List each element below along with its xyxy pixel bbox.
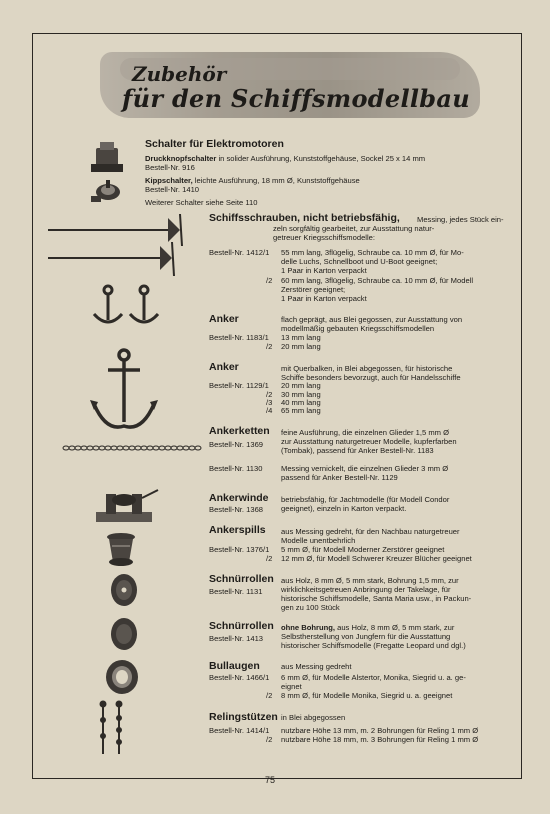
ketten-d3: (Tombak), passend für Anker Bestell-Nr. 1183 xyxy=(281,446,434,455)
reling-v2: nutzbare Höhe 18 mm, m. 3 Bohrungen für Reling 1 mm Ø xyxy=(281,735,479,744)
ketten-d2: zur Ausstattung naturgetreuer Modelle, kupferfarben xyxy=(281,437,457,446)
druckknopf-nr: Bestell-Nr. 916 xyxy=(145,163,195,172)
ketten-title: Ankerketten xyxy=(209,425,270,437)
anker2-v1: 20 mm lang xyxy=(281,381,321,390)
anker1-nr1: Bestell-Nr. 1183/1 xyxy=(209,333,269,342)
anker1-d2: modellmäßig gebauten Kriegsschiffsmodellen xyxy=(281,324,435,333)
ketten-nr2: Bestell-Nr. 1130 xyxy=(209,464,263,473)
druckknopf-bold: Druckknopfschalter xyxy=(145,154,217,163)
rollen2-d2: Selbstherstellung von Jungfern für die Ausstattung xyxy=(281,632,451,641)
page-number: 75 xyxy=(265,775,276,785)
schrauben-line3: getreuer Kriegsschiffsmodelle: xyxy=(273,233,376,242)
flat-anchor-illustration xyxy=(88,284,168,334)
winde-d1: betriebsfähig, für Jachtmodelle (für Modell Condor xyxy=(281,495,450,504)
winde-nr: Bestell-Nr. 1368 xyxy=(209,505,264,514)
winde-d2: geeignet), einzeln in Karton verpackt. xyxy=(281,504,407,513)
ketten-nr1: Bestell-Nr. 1369 xyxy=(209,440,264,449)
spills-v1: 5 mm Ø, für Modell Moderner Zerstörer geeignet xyxy=(281,545,445,554)
porthole-illustration xyxy=(104,658,140,696)
schrauben-d1a: 55 mm lang, 3flügelig, Schraube ca. 10 mm Ø, für Mo- xyxy=(281,248,464,257)
rollen2-d1-bold: ohne Bohrung, xyxy=(281,623,335,632)
anker2-nr2: /2 xyxy=(266,390,273,399)
bullaugen-v2: 8 mm Ø, für Modelle Monika, Siegrid u. a. geeignet xyxy=(281,691,453,700)
rollen1-d3: historische Schiffsmodelle, Santa Maria usw., in Packun- xyxy=(281,594,472,603)
rollen2-nr: Bestell-Nr. 1413 xyxy=(209,634,264,643)
anker2-v4: 65 mm lang xyxy=(281,406,321,415)
ketten-d1: feine Ausführung, die einzelnen Glieder 1,5 mm Ø xyxy=(281,428,450,437)
kipp-bold: Kippschalter, xyxy=(145,176,193,185)
reling-v1: nutzbare Höhe 13 mm, m. 2 Bohrungen für Reling 1 mm Ø xyxy=(281,726,479,735)
schrauben-d2c: 1 Paar in Karton verpackt xyxy=(281,294,367,303)
winde-title: Ankerwinde xyxy=(209,492,269,504)
anker1-nr2: /2 xyxy=(266,342,273,351)
druckknopf-desc: in solider Ausführung, Kunststoffgehäuse, Sockel 25 x 14 mm xyxy=(216,154,426,163)
reling-title: Relingstützen xyxy=(209,711,278,723)
schrauben-line2: zeln sorgfältig gearbeitet, zur Ausstattung natur- xyxy=(273,224,435,233)
pulley-solid-illustration xyxy=(108,616,140,652)
reling-nr1: Bestell-Nr. 1414/1 xyxy=(209,726,270,735)
weitere-schalter: Weiterer Schalter siehe Seite 110 xyxy=(145,198,258,207)
bullaugen-v1a: 6 mm Ø, für Modelle Alstertor, Monika, Siegrid u. a. ge- xyxy=(281,673,466,682)
banner-line1: Zubehör xyxy=(132,62,227,86)
spills-nr2: /2 xyxy=(266,554,273,563)
rollen1-d2: wirklichkeitsgetreuen Anbringung der Takelage, für xyxy=(281,585,451,594)
anker1-d1: flach geprägt, aus Blei gegossen, zur Ausstattung von xyxy=(281,315,463,324)
kipp-desc: leichte Ausführung, 18 mm Ø, Kunststoffgehäuse xyxy=(192,176,360,185)
schrauben-nr2: /2 xyxy=(266,276,273,285)
spills-nr1: Bestell-Nr. 1376/1 xyxy=(209,545,270,554)
switch-illustration xyxy=(88,140,128,220)
bullaugen-nr1: Bestell-Nr. 1466/1 xyxy=(209,673,270,682)
pulley-illustration xyxy=(108,572,140,608)
schrauben-line1: Messing, jedes Stück ein- xyxy=(417,215,504,224)
schrauben-title: Schiffsschrauben, nicht betriebsfähig, xyxy=(209,212,400,224)
schalter-title: Schalter für Elektromotoren xyxy=(145,138,284,150)
anker2-nr3: /3 xyxy=(266,398,273,407)
kipp-nr: Bestell-Nr. 1410 xyxy=(145,185,200,194)
schrauben-nr1: Bestell-Nr. 1412/1 xyxy=(209,248,270,257)
anker2-nr1: Bestell-Nr. 1129/1 xyxy=(209,381,269,390)
reling-nr2: /2 xyxy=(266,735,273,744)
ketten-e1: Messing vernickelt, die einzelnen Glieder 3 mm Ø xyxy=(281,464,449,473)
schrauben-d1b: delle Luchs, Schnellboot und U-Boot geeignet; xyxy=(281,257,438,266)
spills-v2: 12 mm Ø, für Modell Schwerer Kreuzer Blücher geeignet xyxy=(281,554,472,563)
schrauben-d2a: 60 mm lang, 3flügelig, Schraube ca. 10 mm Ø, für Modell xyxy=(281,276,474,285)
druckknopf-line xyxy=(145,154,425,163)
rollen2-d1-line xyxy=(281,623,454,632)
rollen2-d1: aus Holz, 8 mm Ø, 5 mm stark, zur xyxy=(335,623,455,632)
reling-d0: in Blei abgegossen xyxy=(281,713,346,722)
anker2-d2: Schiffe besonders bevorzugt, auch für Handelsschiffe xyxy=(281,373,461,382)
anker1-title: Anker xyxy=(209,313,239,325)
anchor-illustration xyxy=(84,348,164,434)
propeller-illustration xyxy=(48,210,198,280)
ketten-e2: passend für Anker Bestell-Nr. 1129 xyxy=(281,473,398,482)
stanchion-illustration xyxy=(96,700,126,760)
banner xyxy=(100,52,480,118)
rollen1-d4: gen zu 100 Stück xyxy=(281,603,340,612)
windlass-illustration xyxy=(92,482,162,530)
bullaugen-d0: aus Messing gedreht xyxy=(281,662,352,671)
bullaugen-v1b: eignet xyxy=(281,682,302,691)
anker2-v2: 30 mm lang xyxy=(281,390,321,399)
chain-illustration xyxy=(62,444,202,452)
capstan-illustration xyxy=(104,532,138,568)
anker2-title: Anker xyxy=(209,361,239,373)
rollen1-d1: aus Holz, 8 mm Ø, 5 mm stark, Bohrung 1,5 mm, zur xyxy=(281,576,459,585)
rollen1-nr: Bestell-Nr. 1131 xyxy=(209,587,263,596)
bullaugen-nr2: /2 xyxy=(266,691,273,700)
bullaugen-title: Bullaugen xyxy=(209,660,260,672)
spills-d2: Modelle unentbehrlich xyxy=(281,536,356,545)
rollen2-d3: historischer Schiffsmodelle (Fregatte Leopard und dgl.) xyxy=(281,641,466,650)
anker1-v2: 20 mm lang xyxy=(281,342,321,351)
schrauben-d2b: Zerstörer geeignet; xyxy=(281,285,346,294)
schrauben-d1c: 1 Paar in Karton verpackt xyxy=(281,266,367,275)
rollen2-title: Schnürrollen xyxy=(209,620,274,632)
kipp-line xyxy=(145,176,360,185)
spills-d1: aus Messing gedreht, für den Nachbau naturgetreuer xyxy=(281,527,460,536)
anker2-d1: mit Querbalken, in Blei abgegossen, für historische xyxy=(281,364,453,373)
spills-title: Ankerspills xyxy=(209,524,266,536)
anker2-v3: 40 mm lang xyxy=(281,398,321,407)
anker2-nr4: /4 xyxy=(266,406,273,415)
banner-line2: für den Schiffsmodellbau xyxy=(122,84,470,113)
rollen1-title: Schnürrollen xyxy=(209,573,274,585)
anker1-v1: 13 mm lang xyxy=(281,333,321,342)
